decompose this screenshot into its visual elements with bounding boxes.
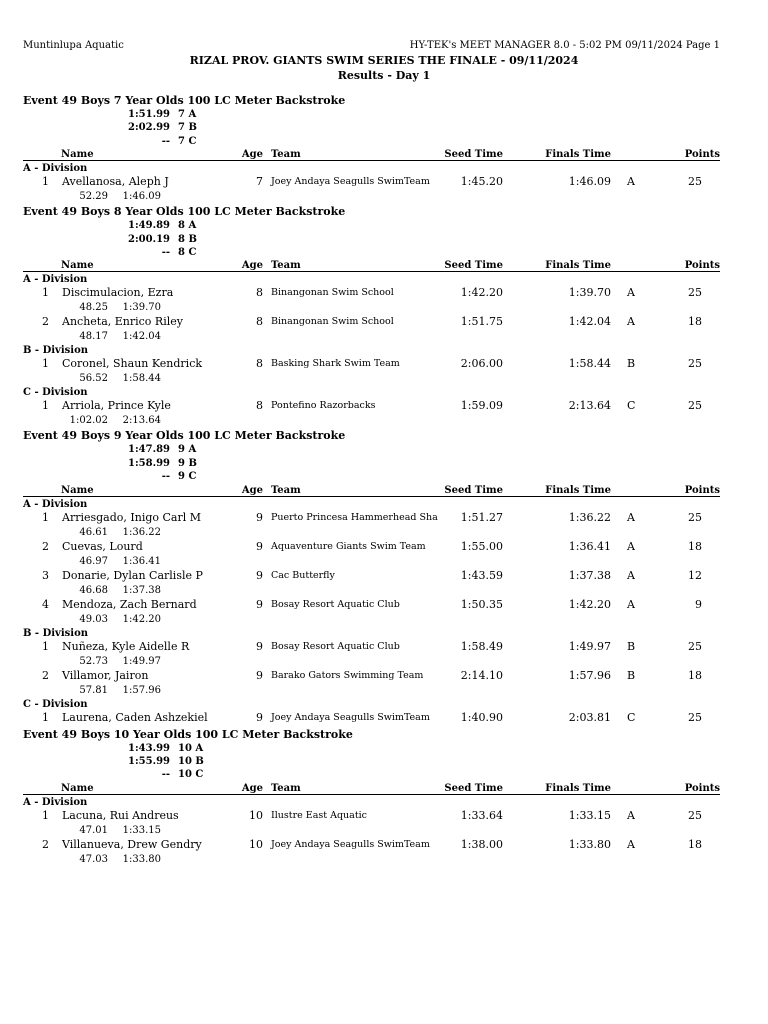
- place: 1: [42, 175, 49, 189]
- standard-label: 8 C: [178, 246, 197, 258]
- seed-time: 1:58.49: [460, 639, 503, 653]
- points: 18: [688, 315, 702, 329]
- time-standard-code: A: [627, 568, 635, 582]
- col-seed: Seed Time: [444, 260, 503, 272]
- age: 10: [249, 808, 263, 822]
- result-row: [0, 837, 768, 853]
- place: 1: [42, 286, 49, 300]
- split-100: 1:33.80: [122, 853, 161, 865]
- event-section: [0, 429, 768, 725]
- result-row: [0, 314, 768, 330]
- standard-label: 7 A: [178, 109, 197, 120]
- col-name: Name: [61, 260, 94, 272]
- split-100: 1:39.70: [122, 302, 161, 314]
- split-100: 1:37.38: [122, 584, 161, 596]
- split-times: [0, 372, 768, 385]
- team-name: Joey Andaya Seagulls SwimTeam: [271, 711, 430, 723]
- split-times: [0, 684, 768, 697]
- col-finals: Finals Time: [545, 260, 611, 272]
- seed-time: 1:43.59: [460, 568, 503, 582]
- split-50: 48.25: [79, 302, 108, 314]
- points: 25: [688, 510, 702, 524]
- split-50: 56.52: [79, 373, 108, 385]
- time-standard-code: A: [627, 315, 635, 329]
- points: 25: [688, 808, 702, 822]
- split-times: [0, 853, 768, 866]
- swimmer-name: Laurena, Caden Ashzekiel: [62, 710, 208, 724]
- time-standard: [0, 470, 768, 483]
- age: 9: [256, 639, 263, 653]
- standard-label: 10 A: [178, 742, 204, 754]
- col-seed: Seed Time: [444, 149, 503, 161]
- points: 18: [688, 668, 702, 682]
- place: 4: [42, 597, 49, 611]
- swimmer-name: Nuñeza, Kyle Aidelle R: [62, 639, 190, 653]
- age: 9: [256, 510, 263, 524]
- standard-time: 1:43.99: [128, 742, 170, 754]
- points: 25: [688, 357, 702, 371]
- standard-time: --: [161, 246, 170, 258]
- finals-time: 1:49.97: [568, 639, 611, 653]
- column-header: [23, 149, 720, 161]
- time-standard: [0, 443, 768, 456]
- time-standard: [0, 233, 768, 246]
- swimmer-name: Coronel, Shaun Kendrick: [62, 357, 203, 371]
- finals-time: 1:58.44: [568, 357, 611, 371]
- team-name: Basking Shark Swim Team: [271, 358, 400, 370]
- standard-time: --: [161, 471, 170, 483]
- meet-title: RIZAL PROV. GIANTS SWIM SERIES THE FINALE - 09/11/2024: [189, 54, 579, 67]
- split-50: 46.61: [79, 526, 108, 538]
- col-points: Points: [684, 149, 720, 161]
- place: 2: [42, 668, 49, 682]
- time-standard-code: A: [627, 539, 635, 553]
- result-row: [0, 668, 768, 684]
- seed-time: 1:51.75: [460, 315, 503, 329]
- seed-time: 1:50.35: [460, 597, 503, 611]
- col-age: Age: [241, 149, 263, 161]
- swimmer-name: Discimulacion, Ezra: [62, 286, 174, 300]
- finals-time: 2:13.64: [568, 399, 611, 413]
- time-standard: [0, 121, 768, 134]
- event-title: Event 49 Boys 10 Year Olds 100 LC Meter Backstroke: [23, 727, 353, 741]
- split-100: 1:42.20: [122, 613, 161, 625]
- team-name: Binangonan Swim School: [271, 316, 394, 328]
- swimmer-name: Arriesgado, Inigo Carl M: [62, 510, 202, 524]
- time-standard-code: A: [627, 597, 635, 611]
- standard-label: 8 B: [178, 233, 197, 245]
- split-50: 46.97: [79, 555, 108, 567]
- report-software-info: HY-TEK's MEET MANAGER 8.0 - 5:02 PM 09/11/2024 Page 1: [409, 40, 720, 51]
- age: 9: [256, 668, 263, 682]
- time-standard-code: B: [627, 357, 636, 371]
- split-times: [0, 414, 768, 427]
- event-title: Event 49 Boys 7 Year Olds 100 LC Meter Backstroke: [23, 94, 346, 107]
- standard-time: --: [161, 769, 170, 781]
- result-row: [0, 597, 768, 613]
- finals-time: 1:36.22: [568, 510, 611, 524]
- standard-time: 1:51.99: [128, 109, 170, 120]
- split-times: [0, 613, 768, 626]
- column-header: [23, 485, 720, 497]
- division-header: B - Division: [23, 345, 89, 357]
- seed-time: 2:06.00: [460, 357, 503, 371]
- finals-time: 1:36.41: [568, 539, 611, 553]
- result-row: [0, 568, 768, 584]
- standard-label: 7 C: [178, 135, 197, 147]
- standard-label: 10 B: [178, 755, 204, 767]
- place: 2: [42, 539, 49, 553]
- finals-time: 1:46.09: [568, 175, 611, 189]
- time-standard-code: B: [627, 639, 636, 653]
- swimmer-name: Arriola, Prince Kyle: [62, 399, 171, 413]
- team-name: Ilustre East Aquatic: [271, 809, 367, 821]
- place: 2: [42, 837, 49, 851]
- split-times: [0, 555, 768, 568]
- team-name: Puerto Princesa Hammerhead Sha: [271, 511, 438, 523]
- col-finals: Finals Time: [545, 484, 611, 496]
- col-team: Team: [271, 260, 301, 272]
- split-times: [0, 301, 768, 314]
- seed-time: 1:40.90: [460, 710, 503, 724]
- seed-time: 2:14.10: [460, 668, 503, 682]
- points: 25: [688, 639, 702, 653]
- seed-time: 1:42.20: [460, 286, 503, 300]
- points: 9: [695, 597, 702, 611]
- age: 8: [256, 357, 263, 371]
- team-name: Pontefino Razorbacks: [271, 400, 376, 412]
- report-source: Muntinlupa Aquatic: [23, 40, 124, 51]
- age: 8: [256, 315, 263, 329]
- standard-time: 1:55.99: [128, 755, 170, 767]
- column-header: [23, 260, 720, 272]
- col-team: Team: [271, 782, 301, 794]
- split-100: 1:42.04: [122, 331, 161, 343]
- result-row: [0, 356, 768, 372]
- result-row: [0, 539, 768, 555]
- split-100: 1:58.44: [122, 373, 161, 385]
- time-standard-code: A: [627, 808, 635, 822]
- team-name: Bosay Resort Aquatic Club: [271, 640, 400, 652]
- team-name: Joey Andaya Seagulls SwimTeam: [271, 176, 430, 188]
- place: 1: [42, 710, 49, 724]
- division-header: A - Division: [23, 796, 88, 808]
- result-row: [0, 639, 768, 655]
- time-standard-code: A: [627, 175, 635, 189]
- standard-time: 2:02.99: [128, 122, 170, 134]
- split-times: [0, 190, 768, 203]
- swimmer-name: Villanueva, Drew Gendry: [62, 837, 202, 851]
- split-50: 52.29: [79, 191, 108, 203]
- swimmer-name: Ancheta, Enrico Riley: [62, 315, 183, 329]
- standard-label: 9 B: [178, 457, 197, 469]
- time-standard: [0, 246, 768, 259]
- points: 12: [688, 568, 702, 582]
- standard-time: 1:58.99: [128, 457, 170, 469]
- age: 9: [256, 539, 263, 553]
- time-standard: [0, 768, 768, 781]
- col-name: Name: [61, 484, 94, 496]
- seed-time: 1:59.09: [460, 399, 503, 413]
- col-team: Team: [271, 484, 301, 496]
- time-standard-code: C: [627, 710, 636, 724]
- split-50: 47.03: [79, 853, 108, 865]
- col-seed: Seed Time: [444, 484, 503, 496]
- time-standard: [0, 108, 768, 121]
- standard-label: 9 C: [178, 471, 197, 483]
- time-standard: [0, 219, 768, 232]
- split-50: 1:02.02: [69, 415, 108, 427]
- split-100: 1:33.15: [122, 824, 161, 836]
- points: 25: [688, 399, 702, 413]
- points: 25: [688, 710, 702, 724]
- finals-time: 1:33.80: [568, 837, 611, 851]
- standard-label: 8 A: [178, 220, 197, 232]
- seed-time: 1:33.64: [460, 808, 503, 822]
- swimmer-name: Donarie, Dylan Carlisle P: [62, 568, 203, 582]
- result-row: [0, 398, 768, 414]
- age: 8: [256, 286, 263, 300]
- col-points: Points: [684, 782, 720, 794]
- team-name: Aquaventure Giants Swim Team: [271, 540, 426, 552]
- team-name: Barako Gators Swimming Team: [271, 669, 424, 681]
- split-times: [0, 655, 768, 668]
- division-header: C - Division: [23, 387, 88, 399]
- seed-time: 1:45.20: [460, 175, 503, 189]
- team-name: Binangonan Swim School: [271, 287, 394, 299]
- place: 1: [42, 399, 49, 413]
- col-seed: Seed Time: [444, 782, 503, 794]
- col-name: Name: [61, 149, 94, 161]
- division-header: A - Division: [23, 163, 88, 175]
- time-standard-code: B: [627, 668, 636, 682]
- age: 7: [256, 175, 263, 189]
- split-times: [0, 330, 768, 343]
- place: 1: [42, 510, 49, 524]
- split-50: 46.68: [79, 584, 108, 596]
- place: 2: [42, 315, 49, 329]
- col-name: Name: [61, 782, 94, 794]
- standard-time: 2:00.19: [128, 233, 170, 245]
- points: 18: [688, 837, 702, 851]
- standard-label: 9 A: [178, 444, 197, 456]
- seed-time: 1:38.00: [460, 837, 503, 851]
- col-team: Team: [271, 149, 301, 161]
- swimmer-name: Avellanosa, Aleph J: [62, 175, 169, 189]
- results-day: Results - Day 1: [337, 69, 431, 82]
- split-100: 2:13.64: [122, 415, 161, 427]
- column-header: [23, 783, 720, 795]
- swimmer-name: Lacuna, Rui Andreus: [62, 808, 179, 822]
- event-section: [0, 728, 768, 866]
- result-row: [0, 710, 768, 726]
- col-age: Age: [241, 782, 263, 794]
- split-100: 1:36.22: [122, 526, 161, 538]
- time-standard-code: C: [627, 399, 636, 413]
- points: 25: [688, 175, 702, 189]
- split-times: [0, 584, 768, 597]
- split-50: 52.73: [79, 655, 108, 667]
- division-header: A - Division: [23, 274, 88, 286]
- results-content: [0, 92, 768, 866]
- age: 9: [256, 710, 263, 724]
- division-header: C - Division: [23, 698, 88, 710]
- time-standard: [0, 742, 768, 755]
- standard-time: 1:47.89: [128, 444, 170, 456]
- points: 25: [688, 286, 702, 300]
- swimmer-name: Villamor, Jairon: [62, 668, 149, 682]
- event-section: [0, 205, 768, 427]
- time-standard-code: A: [627, 510, 635, 524]
- split-50: 48.17: [79, 331, 108, 343]
- seed-time: 1:51.27: [460, 510, 503, 524]
- result-row: [0, 174, 768, 190]
- split-100: 1:36.41: [122, 555, 161, 567]
- col-finals: Finals Time: [545, 149, 611, 161]
- place: 1: [42, 808, 49, 822]
- age: 8: [256, 399, 263, 413]
- standard-time: 1:49.89: [128, 220, 170, 232]
- finals-time: 1:42.20: [568, 597, 611, 611]
- col-age: Age: [241, 484, 263, 496]
- finals-time: 1:37.38: [568, 568, 611, 582]
- team-name: Joey Andaya Seagulls SwimTeam: [271, 838, 430, 850]
- age: 9: [256, 568, 263, 582]
- place: 3: [42, 568, 49, 582]
- time-standard-code: A: [627, 837, 635, 851]
- result-row: [0, 285, 768, 301]
- time-standard: [0, 135, 768, 148]
- place: 1: [42, 639, 49, 653]
- result-row: [0, 510, 768, 526]
- time-standard: [0, 457, 768, 470]
- event-title: Event 49 Boys 8 Year Olds 100 LC Meter Backstroke: [23, 205, 346, 219]
- split-100: 1:49.97: [122, 655, 161, 667]
- split-50: 57.81: [79, 684, 108, 696]
- seed-time: 1:55.00: [460, 539, 503, 553]
- standard-label: 7 B: [178, 122, 197, 134]
- finals-time: 1:33.15: [568, 808, 611, 822]
- result-row: [0, 808, 768, 824]
- finals-time: 1:42.04: [568, 315, 611, 329]
- division-header: A - Division: [23, 498, 88, 510]
- time-standard: [0, 755, 768, 768]
- time-standard-code: A: [627, 286, 635, 300]
- col-age: Age: [241, 260, 263, 272]
- col-points: Points: [684, 484, 720, 496]
- event-title: Event 49 Boys 9 Year Olds 100 LC Meter Backstroke: [23, 429, 346, 443]
- col-finals: Finals Time: [545, 782, 611, 794]
- split-times: [0, 526, 768, 539]
- points: 18: [688, 539, 702, 553]
- team-name: Bosay Resort Aquatic Club: [271, 598, 400, 610]
- col-points: Points: [684, 260, 720, 272]
- split-50: 47.01: [79, 824, 108, 836]
- finals-time: 1:39.70: [568, 286, 611, 300]
- standard-time: --: [161, 135, 170, 147]
- split-50: 49.03: [79, 613, 108, 625]
- event-section: [0, 94, 768, 203]
- split-100: 1:46.09: [122, 191, 161, 203]
- finals-time: 1:57.96: [568, 668, 611, 682]
- standard-label: 10 C: [178, 769, 204, 781]
- swimmer-name: Mendoza, Zach Bernard: [62, 597, 197, 611]
- division-header: B - Division: [23, 627, 89, 639]
- team-name: Cac Butterfly: [271, 569, 335, 581]
- place: 1: [42, 357, 49, 371]
- swimmer-name: Cuevas, Lourd: [62, 539, 143, 553]
- split-times: [0, 824, 768, 837]
- split-100: 1:57.96: [122, 684, 161, 696]
- age: 10: [249, 837, 263, 851]
- finals-time: 2:03.81: [568, 710, 611, 724]
- age: 9: [256, 597, 263, 611]
